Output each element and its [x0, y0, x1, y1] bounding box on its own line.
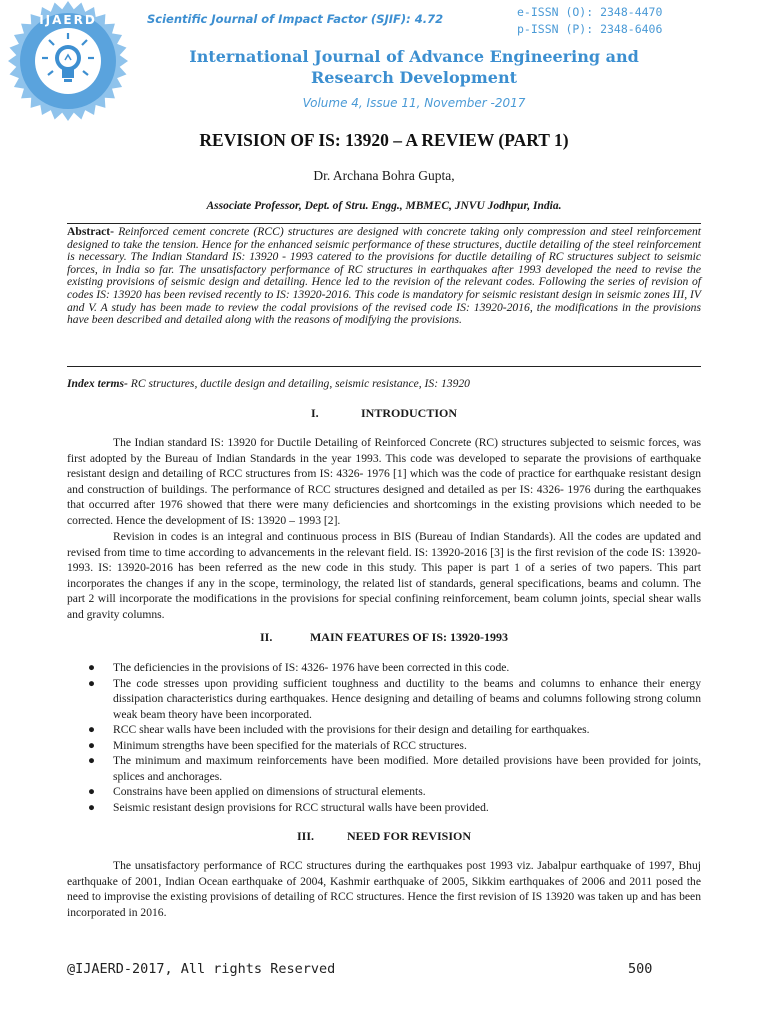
- paper-title: REVISION OF IS: 13920 – A REVIEW (PART 1): [199, 130, 569, 150]
- list-item: [67, 784, 701, 800]
- bullet-icon: ●: [88, 785, 96, 798]
- footer-copyright: @IJAERD-2017, All rights Reserved: [67, 961, 336, 977]
- list-item-text: The code stresses upon providing sufficient toughness and ductility to the beams and columns to enhance their energy dissipation characteristics during earthquakes. Hence designing and detailing of beams and columns following strong column weak beam theory have been incorporated.: [113, 676, 701, 721]
- list-item-text: Minimum strengths have been specified for the materials of RCC structures.: [113, 738, 467, 752]
- bullet-icon: ●: [88, 738, 96, 752]
- ijaerd-logo: [7, 0, 129, 122]
- bullet-icon: ●: [88, 676, 96, 690]
- list-item-text: RCC shear walls have been included with the provisions for their design and detailing for earthquakes.: [113, 723, 590, 736]
- bullet-icon: ●: [88, 754, 96, 767]
- list-item: [67, 722, 701, 738]
- section-heading-main-features: [0, 630, 768, 645]
- index-terms-label: Index terms-: [67, 377, 128, 390]
- section-heading-introduction: [0, 406, 768, 421]
- intro-paragraph-2: Revision in codes is an integral and continuous process in BIS (Bureau of Indian Standards). All the codes are updated and revised from time to time according to advancements in the relevant field. IS: 13920-2016 [3] is the first revision of the code IS: 13920-1993. IS: 13920-2016 has been referred as the new code in this study. This paper is part 1 of a series of two papers. This part incorporates the changes if any in the scope, terminology, the related list of standards, general specifications, beams and column. The part 2 will incorporate the modifications in the provisions for special confining reinforcement, beam column joints, special shear walls and gravity columns.: [67, 530, 701, 621]
- p-issn: p-ISSN (P): 2348-6406: [517, 22, 663, 36]
- divider-top: [67, 223, 701, 224]
- list-item: [67, 753, 701, 784]
- list-item-text: Constrains have been applied on dimensions of structural elements.: [113, 785, 426, 798]
- list-item: [67, 660, 701, 676]
- bullet-icon: ●: [88, 723, 96, 736]
- journal-title: International Journal of Advance Engineering and Research Development: [189, 47, 639, 87]
- impact-factor: Scientific Journal of Impact Factor (SJIF): 4.72: [147, 12, 444, 26]
- section-number: II.: [259, 630, 273, 644]
- intro-paragraph-1: The Indian standard IS: 13920 for Ductile Detailing of Reinforced Concrete (RC) structures subjected to seismic forces, was first adopted by the Bureau of Indian Standards in the year 1993. This code was developed to separate the provisions of earthquake resistant design and detailing of RCC structures from IS: 4326- 1976 [1] which was the code of practice for earthquake resistant design and construction of buildings. The performance of RCC structures designed and detailed as per IS: 4326- 1976 during the earthquakes that occurred after 1976 showed that there were many deficiencies and shortcomings in the existing provisions which needed to be corrected. Hence the development of IS: 13920 – 1993 [2].: [67, 436, 701, 527]
- list-item: [67, 800, 701, 816]
- bullet-icon: ●: [88, 661, 96, 674]
- section-title: NEED FOR REVISION: [346, 829, 472, 843]
- page-number: 500: [628, 961, 653, 977]
- section-number: III.: [296, 829, 314, 843]
- index-terms-text: RC structures, ductile design and detailing, seismic resistance, IS: 13920: [130, 377, 470, 390]
- volume-issue: Volume 4, Issue 11, November -2017: [302, 96, 526, 110]
- abstract-text: Reinforced cement concrete (RCC) structures are designed with concrete taking only compression and steel reinforcement designed to take the tension. Hence for the enhanced seismic performance of these structures, ductile detailing of the steel reinforcement is necessary. The Indian Standard IS: 13920 - 1993 catered to the provisions for ductile detailing of RC structures subject to seismic forces, in India so far. The unsatisfactory performance of RC structures in earthquakes after 1993 developed the need to revise the existing provisions of seismic design and detailing. Hence led to the revision of the relevant codes. Following the series of revision of codes IS: 13920 has been revised recently to IS: 13920-2016. This code is mandatory for seismic resistant design in seismic zones III, IV and V. A study has been made to review the codal provisions of the revised code IS: 13920-2016, the modifications in the provisions have been described and detailed along with the reasons of modifying the provisions.: [67, 225, 701, 327]
- list-item-text: Seismic resistant design provisions for RCC structural walls have been provided.: [113, 800, 489, 814]
- revision-paragraph: The unsatisfactory performance of RCC structures during the earthquakes post 1993 viz. Jabalpur earthquake of 1997, Bhuj earthquake of 2001, Indian Ocean earthquake of 2004, Kashmir earthquake of 2005, Sikkim earthquakes of 2006 and 2011 posed the need to improvise the existing provisions of detailing of RCC structures. Hence the first revision of IS 13920 was taken up and has been incorporated in 2016.: [67, 859, 701, 919]
- list-item-text: The minimum and maximum reinforcements have been modified. More detailed provisions have been provided for joints, splices and anchorages.: [113, 754, 701, 783]
- index-terms: [67, 377, 701, 390]
- list-item: [67, 738, 701, 754]
- list-item: [67, 676, 701, 723]
- logo-text: IJAERD: [39, 13, 97, 27]
- section-title: INTRODUCTION: [360, 406, 457, 420]
- author-affiliation: Associate Professor, Dept. of Stru. Engg., MBMEC, JNVU Jodhpur, India.: [206, 200, 562, 212]
- issn-block: [517, 4, 662, 38]
- abstract: [67, 226, 701, 327]
- bullet-icon: ●: [88, 800, 96, 814]
- section-heading-need-for-revision: [0, 829, 768, 844]
- e-issn: e-ISSN (O): 2348-4470: [517, 5, 663, 19]
- abstract-label: Abstract-: [67, 225, 115, 238]
- features-list: [67, 660, 701, 815]
- list-item-text: The deficiencies in the provisions of IS: 4326- 1976 have been corrected in this code.: [113, 661, 510, 674]
- section-title: MAIN FEATURES OF IS: 13920-1993: [309, 630, 508, 644]
- divider-bottom: [67, 366, 701, 367]
- author-name: Dr. Archana Bohra Gupta,: [313, 168, 455, 183]
- section-number: I.: [310, 406, 319, 420]
